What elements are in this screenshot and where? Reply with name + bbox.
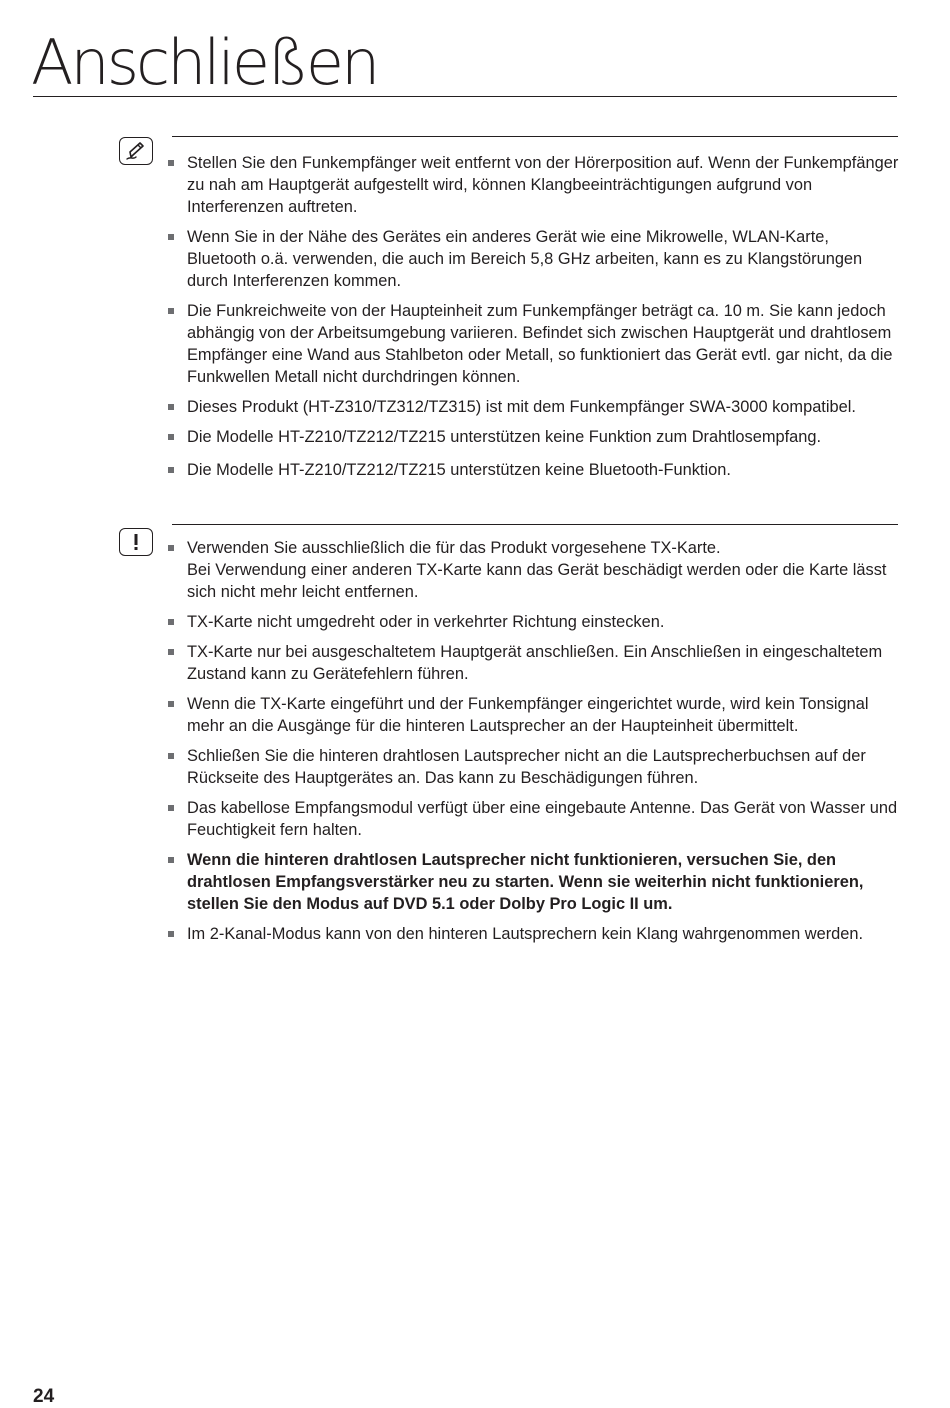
bullet-icon: [168, 434, 174, 440]
bullet-icon: [168, 234, 174, 240]
bullet-icon: [168, 857, 174, 863]
bullet-icon: [168, 545, 174, 551]
page-number: 24: [33, 1386, 55, 1407]
note-item: Wenn Sie in der Nähe des Gerätes ein anderes Gerät wie eine Mikrowelle, WLAN-Karte, Bluetooth o.ä. verwenden, die auch im Bereich 5,8 GHz arbeiten, kann es zu Klangstörungen durch Interferenzen kommen.: [168, 226, 900, 292]
page-title: Anschließen: [31, 26, 378, 99]
note-item: Die Modelle HT-Z210/TZ212/TZ215 unterstützen keine Bluetooth-Funktion.: [168, 459, 900, 481]
caution-item: Schließen Sie die hinteren drahtlosen Lautsprecher nicht an die Lautsprecherbuchsen auf der Rückseite des Hauptgerätes an. Das kann zu Beschädigungen führen.: [168, 745, 900, 789]
caution-item: Verwenden Sie ausschließlich die für das Produkt vorgesehene TX-Karte. Bei Verwendung einer anderen TX-Karte kann das Gerät beschädigt werden oder die Karte lässt sich nicht mehr leicht entfernen.: [168, 537, 900, 603]
bullet-icon: [168, 931, 174, 937]
note-item: Stellen Sie den Funkempfänger weit entfernt von der Hörerposition auf. Wenn der Funkempfänger zu nah am Hauptgerät aufgestellt wird, können Klangbeeinträchtigungen aufgrund von Interferenzen auftreten.: [168, 152, 900, 218]
caution-item: Im 2-Kanal-Modus kann von den hinteren Lautsprechern kein Klang wahrgenommen werden.: [168, 923, 900, 945]
caution-list: [168, 537, 900, 953]
caution-item: TX-Karte nur bei ausgeschaltetem Hauptgerät anschließen. Ein Anschließen in eingeschaltetem Zustand kann zu Gerätefehlern führen.: [168, 641, 900, 685]
bullet-icon: [168, 467, 174, 473]
bullet-icon: [168, 160, 174, 166]
caution-item: Wenn die TX-Karte eingeführt und der Funkempfänger eingerichtet wurde, wird kein Tonsignal mehr an die Ausgänge für die hinteren Lautsprecher an der Haupteinheit übermittelt.: [168, 693, 900, 737]
title-divider: [33, 96, 897, 97]
bullet-icon: [168, 805, 174, 811]
bullet-icon: [168, 619, 174, 625]
caution-section-divider: [172, 524, 898, 525]
caution-item: TX-Karte nicht umgedreht oder in verkehrter Richtung einstecken.: [168, 611, 900, 633]
bullet-icon: [168, 701, 174, 707]
caution-item-emphasis: Wenn die hinteren drahtlosen Lautsprecher nicht funktionieren, versuchen Sie, den drahtlosen Empfangsverstärker neu zu starten. Wenn sie weiterhin nicht funktionieren, stellen Sie den Modus auf DVD 5.1 oder Dolby Pro Logic II um.: [168, 849, 900, 915]
note-item: Die Funkreichweite von der Haupteinheit zum Funkempfänger beträgt ca. 10 m. Sie kann jedoch abhängig von der Arbeitsumgebung variieren. Befindet sich zwischen Hauptgerät und drahtlosem Empfänger eine Wand aus Stahlbeton oder Metall, so funktioniert das Gerät evtl. gar nicht, da die Funkwellen Metall nicht durchdringen können.: [168, 300, 900, 388]
note-item: Dieses Produkt (HT-Z310/TZ312/TZ315) ist mit dem Funkempfänger SWA-3000 kompatibel.: [168, 396, 900, 418]
note-item: Die Modelle HT-Z210/TZ212/TZ215 unterstützen keine Funktion zum Drahtlosempfang.: [168, 426, 900, 448]
bullet-icon: [168, 308, 174, 314]
note-section-divider: [172, 136, 898, 137]
bullet-icon: [168, 404, 174, 410]
bullet-icon: [168, 753, 174, 759]
note-list: [168, 152, 900, 489]
bullet-icon: [168, 649, 174, 655]
note-pencil-icon: [119, 137, 153, 165]
caution-item: Das kabellose Empfangsmodul verfügt über eine eingebaute Antenne. Das Gerät von Wasser und Feuchtigkeit fern halten.: [168, 797, 900, 841]
caution-exclamation-icon: [119, 528, 153, 556]
